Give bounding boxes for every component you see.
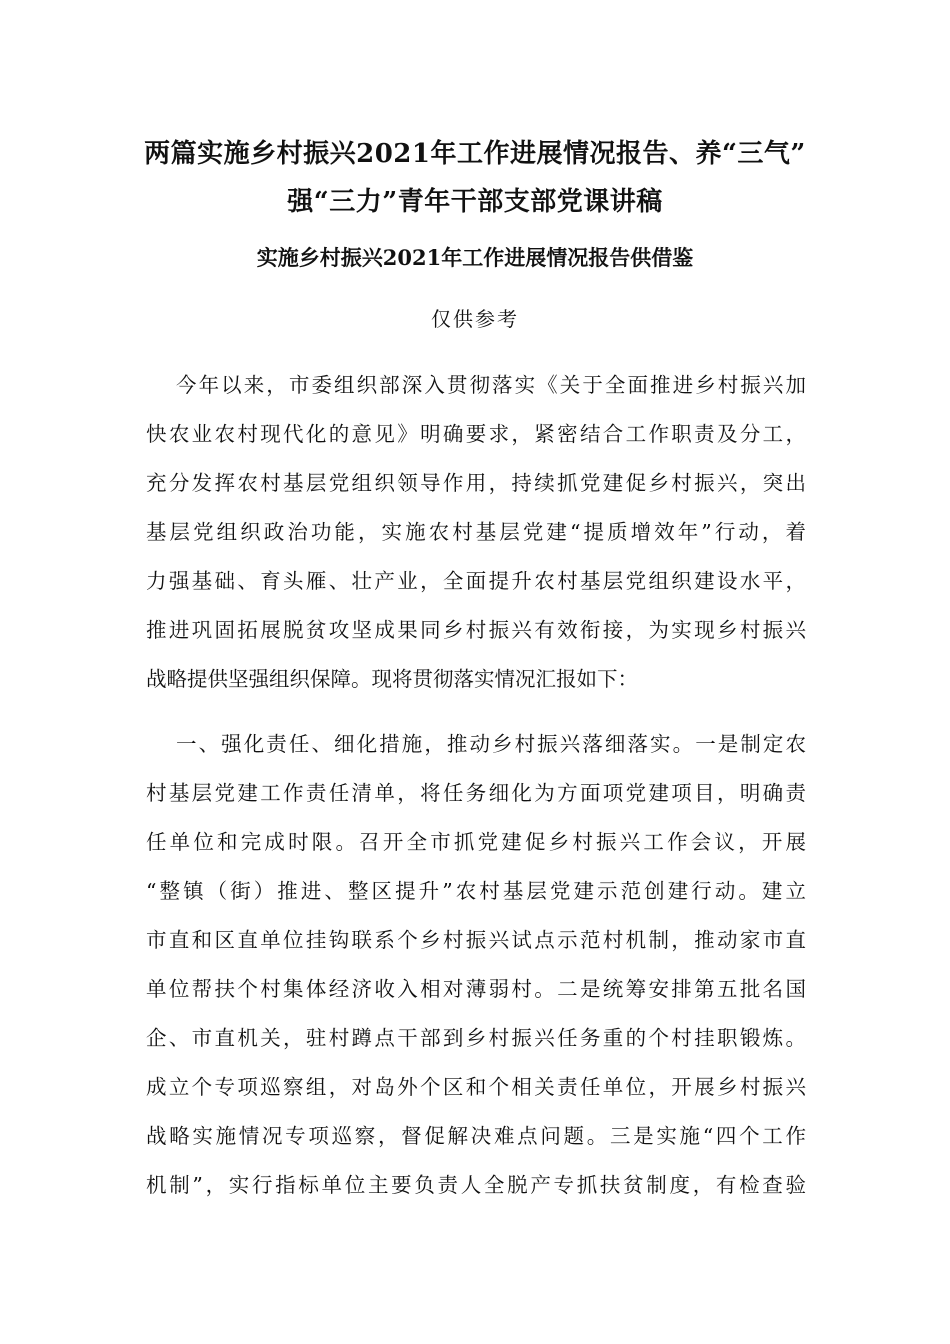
paragraph-2-line: 企、市直机关，驻村蹲点干部到乡村振兴任务重的个村挂职锻炼。 xyxy=(146,1026,806,1050)
document-subtitle: 实施乡村振兴2021年工作进展情况报告供借鉴 xyxy=(256,245,694,270)
paragraph-1-line: 充分发挥农村基层党组织领导作用，持续抓党建促乡村振兴，突出 xyxy=(146,471,806,495)
paragraph-1-line: 力强基础、育头雁、壮产业，全面提升农村基层党组织建设水平， xyxy=(146,569,806,593)
paragraph-1-line: 基层党组织政治功能，实施农村基层党建“提质增效年”行动，着 xyxy=(146,520,806,544)
paragraph-1-line: 今年以来，市委组织部深入贯彻落实《关于全面推进乡村振兴加 xyxy=(176,373,806,397)
document-title-line-2: 强“三力”青年干部支部党课讲稿 xyxy=(287,187,663,217)
paragraph-2-line: “整镇（街）推进、整区提升”农村基层党建示范创建行动。建立 xyxy=(146,879,806,903)
paragraph-2-line: 任单位和完成时限。召开全市抓党建促乡村振兴工作会议，开展 xyxy=(146,830,806,854)
paragraph-2-line: 市直和区直单位挂钩联系个乡村振兴试点示范村机制，推动家市直 xyxy=(146,928,806,952)
paragraph-2-line: 成立个专项巡察组，对岛外个区和个相关责任单位，开展乡村振兴 xyxy=(146,1075,806,1099)
paragraph-1-line: 战略提供坚强组织保障。现将贯彻落实情况汇报如下： xyxy=(146,667,638,691)
paragraph-1-line: 快农业农村现代化的意见》明确要求，紧密结合工作职责及分工， xyxy=(146,422,806,446)
paragraph-2-line: 战略实施情况专项巡察，督促解决难点问题。三是实施“四个工作 xyxy=(146,1124,806,1148)
paragraph-2-line: 一、强化责任、细化措施，推动乡村振兴落细落实。一是制定农 xyxy=(176,732,806,756)
paragraph-2-line: 单位帮扶个村集体经济收入相对薄弱村。二是统筹安排第五批名国 xyxy=(146,977,806,1001)
paragraph-1-line: 推进巩固拓展脱贫攻坚成果同乡村振兴有效衔接，为实现乡村振兴 xyxy=(146,618,806,642)
reference-note: 仅供参考 xyxy=(431,307,519,331)
document-title-line-1: 两篇实施乡村振兴2021年工作进展情况报告、养“三气” xyxy=(144,139,806,169)
paragraph-2-line: 机制”，实行指标单位主要负责人全脱产专抓扶贫制度，有检查验 xyxy=(146,1173,806,1197)
paragraph-2-line: 村基层党建工作责任清单，将任务细化为方面项党建项目，明确责 xyxy=(146,781,806,805)
